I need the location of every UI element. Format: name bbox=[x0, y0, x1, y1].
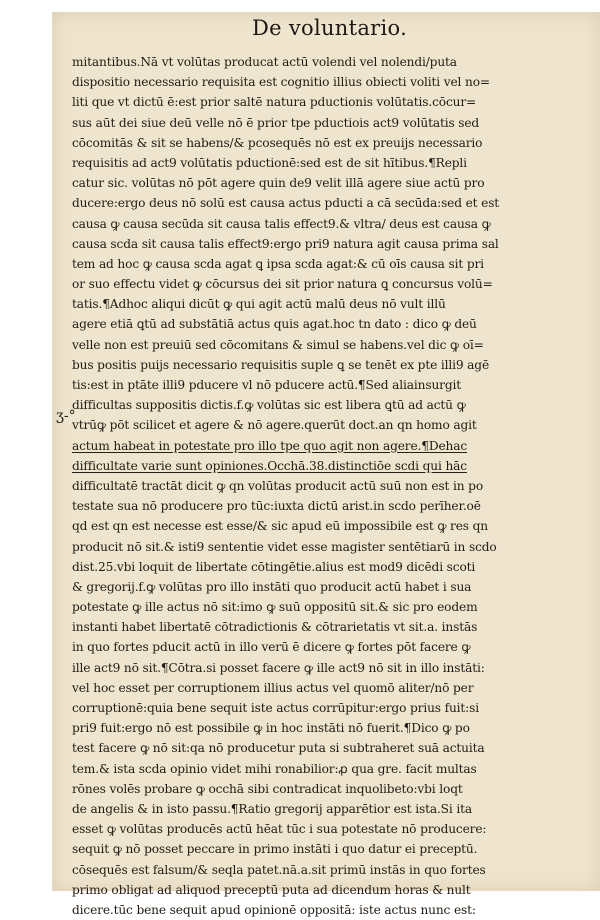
text-line: ducere:ergo deus nō solū est causa actus pducti a cā secūda:sed et est bbox=[72, 196, 500, 211]
text-line: ille act9 nō sit.¶Cōtra.si posset facere ꝙ ille act9 nō sit in illo instāti: bbox=[72, 660, 485, 675]
text-line: difficultatē tractāt dicit ꝙ qn volūtas producit actū suū non est in po bbox=[72, 478, 484, 493]
body-text bbox=[72, 52, 584, 920]
text-line: difficultate varie sunt opiniones.Occhā.38.distinctiōe scdi qui hāc bbox=[72, 458, 467, 473]
text-line: mitantibus.Nā vt volūtas producat actū volendi vel nolendi/puta bbox=[72, 55, 457, 69]
text-line: testate sua nō producere pro tūc:iuxta dictū arist.in scdo perīher.oē bbox=[72, 499, 481, 514]
text-line: pri9 fuit:ergo nō est possibile ꝙ in hoc instāti nō fuerit.¶Dico ꝙ po bbox=[72, 721, 470, 736]
text-line: causa ꝙ causa secūda sit causa talis effect9.& vltra/ deus est causa ꝙ bbox=[72, 216, 491, 231]
text-line: potestate ꝙ ille actus nō sit:imo ꝙ suū oppositū sit.& sic pro eodem bbox=[72, 600, 478, 615]
text-line: in quo fortes pducit actū in illo verū ē dicere ꝙ fortes pōt facere ꝙ bbox=[72, 640, 471, 655]
text-line: dispositio necessario requisita est cognitio illius obiecti voliti vel no= bbox=[72, 75, 490, 90]
text-line: dicere.tūc bene sequit apud opinionē oppositā: iste actus nunc est: bbox=[72, 902, 476, 917]
text-line: instanti habet libertatē cōtradictionis & cōtrarietatis vt sit.a. instās bbox=[72, 620, 478, 635]
text-line: difficultas suppositis dictis.f.ꝙ volūtas sic est libera ꝗtū ad actū ꝙ bbox=[72, 398, 466, 413]
text-line: requisitis ad act9 volūtatis pductionē:sed est de sit hītibus.¶Repli bbox=[72, 155, 467, 170]
text-line: esset ꝙ volūtas producēs actū hēat tūc i sua potestate nō producere: bbox=[72, 822, 487, 837]
text-line: agere etiā ꝗtū ad substātiā actus quis agat.hoc tn dato : dico ꝙ deū bbox=[72, 317, 477, 332]
running-header: De voluntario. bbox=[252, 16, 408, 40]
text-line: test facere ꝙ nō sit:qa nō producetur puta si subtraheret suā actuita bbox=[72, 741, 485, 756]
text-line: dist.25.vbi loquit de libertate cōtingētie.alius est mod9 dicēdi scoti bbox=[72, 559, 476, 574]
text-line: cōcomitās & sit se habens/& pcosequēs nō est ex preuijs necessario bbox=[72, 135, 483, 150]
text-line: vel hoc esset per corruptionem illius actus vel quomō aliter/nō per bbox=[72, 680, 474, 695]
text-line: tatis.¶Adhoc aliqui dicūt ꝙ qui agit actū malū deus nō vult illū bbox=[72, 297, 446, 312]
text-line: vtrūꝙ pōt scilicet et agere & nō agere.querūt doct.an qn homo agit bbox=[72, 418, 477, 433]
text-line: tem ad hoc ꝙ causa scda agat ꝗ ipsa scda agat:& cū oīs causa sit pri bbox=[72, 256, 484, 271]
text-line: actum habeat in potestate pro illo tpe quo agit non agere.¶Dehac bbox=[72, 438, 468, 453]
text-line: sus aūt dei siue deū velle nō ē prior tpe pductiois act9 volūtatis sed bbox=[72, 115, 480, 130]
text-line: or suo effectu videt ꝙ cōcursus dei sit prior natura ꝗ concursus volū= bbox=[72, 277, 493, 292]
book-page bbox=[52, 12, 600, 917]
text-line: producit nō sit.& isti9 sententie videt esse magister sentētiarū in scdo bbox=[72, 539, 497, 554]
text-line: & gregorij.f.ꝙ volūtas pro illo instāti quo producit actū habet i sua bbox=[72, 579, 472, 594]
text-line: tis:est in ptāte illi9 pducere vl nō pducere actū.¶Sed aliainsurgit bbox=[72, 378, 461, 392]
text-line: rōnes volēs probare ꝙ occhā sibi contradicat inquolibeto:vbi loqt bbox=[72, 781, 463, 796]
text-line: causa scda sit causa talis effect9:ergo pri9 natura agit causa prima sal bbox=[72, 236, 499, 251]
text-line: corruptionē:quia bene sequit iste actus corrūpitur:ergo prius fuit:si bbox=[72, 701, 479, 715]
text-line: tem.& ista scda opinio videt mihi ronabilior:ꝓ qua gre. facit multas bbox=[72, 761, 477, 776]
text-line: primo obligat ad aliquod preceptū puta ad dicendum horas & nult bbox=[72, 882, 471, 897]
text-line: sequit ꝙ nō posset peccare in primo instāti i quo datur ei preceptū. bbox=[72, 842, 478, 857]
text-line: cōsequēs est falsum/& seqla patet.nā.a.sit primū instās in quo fortes bbox=[72, 862, 486, 877]
text-line: velle non est preuiū sed cōcomitans & simul se habens.vel dic ꝙ oī= bbox=[72, 337, 484, 352]
text-line: liti que vt dictū ē:est prior saltē natura pductionis volūtatis.cōcur= bbox=[72, 95, 477, 110]
text-line: de angelis & in isto passu.¶Ratio gregorij apparētior est ista.Si ita bbox=[72, 801, 472, 816]
text-line: qd est qn est necesse est esse/& sic apud eū impossibile est ꝙ res qn bbox=[72, 519, 488, 534]
margin-note: ʒ-° bbox=[56, 408, 76, 424]
text-line: catur sic. volūtas nō pōt agere quin de9 velit illā agere siue actū pro bbox=[72, 176, 485, 191]
text-line: bus positis puijs necessario requisitis suple ꝗ se tenēt ex pte illi9 agē bbox=[72, 357, 490, 372]
